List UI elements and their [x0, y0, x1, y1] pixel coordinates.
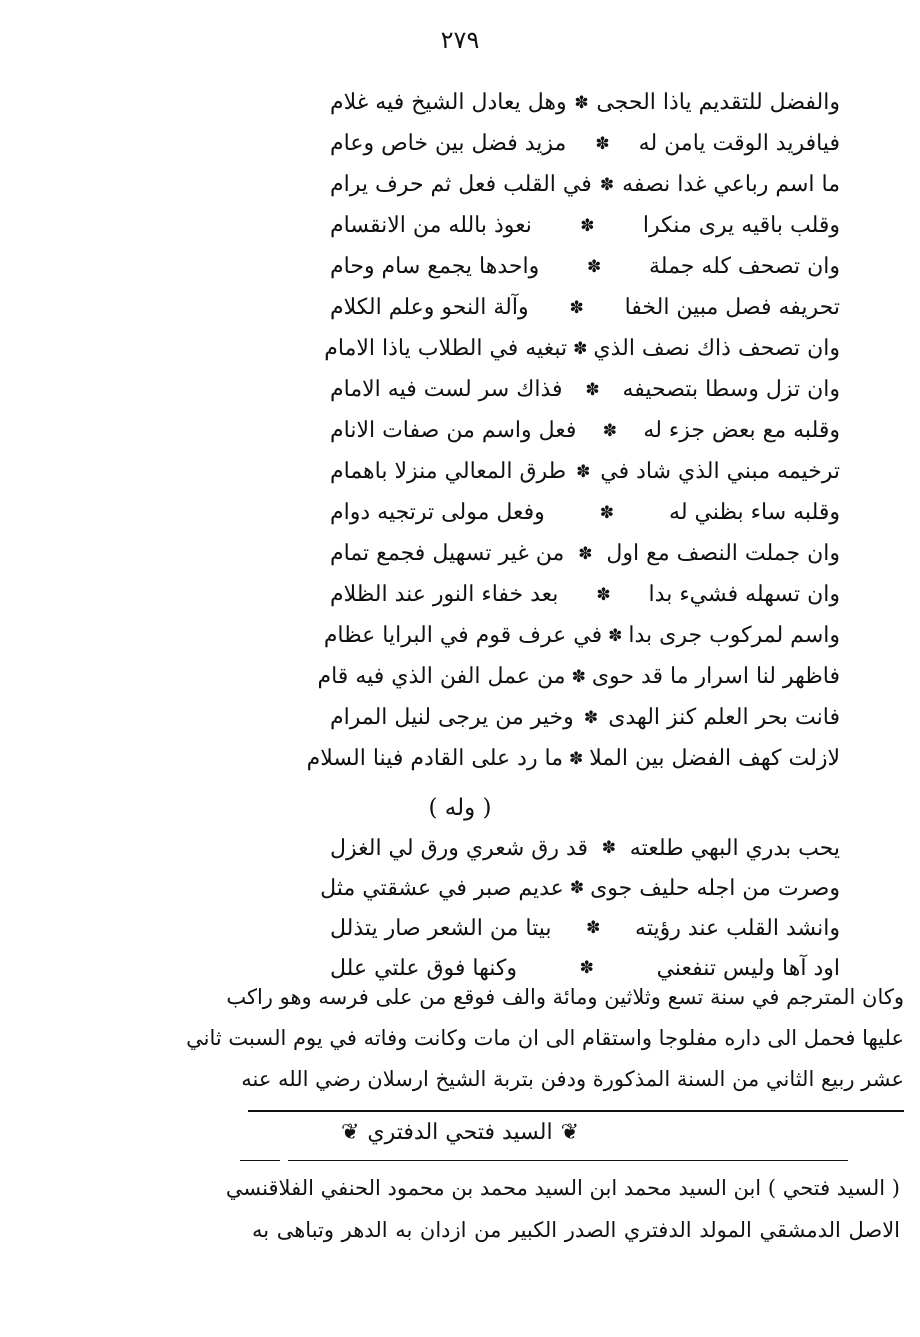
hemistich-right: ترخيمه مبني الذي شاد في — [600, 459, 840, 484]
prose-line: عشر ربيع الثاني من السنة المذكورة ودفن بتربة الشيخ ارسلان رضي الله عنه — [241, 1067, 904, 1091]
hemistich-right: وصرت من اجله حليف جوى — [590, 875, 840, 901]
hemistich-right: وقلبه ساء بظني له — [669, 500, 840, 525]
hemistich-right: اود آها وليس تنفعني — [656, 955, 840, 981]
prose-line: عليها فحمل الى داره مفلوجا واستقام الى ان مات وكانت وفاته في يوم السبت ثاني — [186, 1026, 904, 1050]
flourish-ornament-icon: ❦ — [560, 1120, 580, 1145]
verse — [317, 656, 840, 697]
verse — [330, 574, 840, 615]
hemistich-right: يحب بدري البهي طلعته — [629, 835, 840, 861]
biography-title — [0, 1120, 920, 1145]
verse — [330, 948, 840, 988]
star-separator-icon: ✽ — [599, 174, 615, 195]
hemistich-right: وان جملت النصف مع اول — [606, 541, 840, 566]
star-separator-icon: ✽ — [579, 958, 594, 978]
star-separator-icon: ✽ — [573, 338, 588, 359]
verse — [330, 697, 840, 738]
hemistich-left: قد رق شعري ورق لي الغزل — [330, 835, 589, 861]
hemistich-right: وان تصحف ذاك نصف الذي — [593, 336, 840, 361]
verse — [330, 533, 840, 574]
hemistich-left: عديم صبر في عشقتي مثل — [320, 875, 564, 901]
hemistich-left: وخير من يرجى لنيل المرام — [330, 705, 574, 730]
hemistich-left: واحدها يجمع سام وحام — [330, 254, 540, 279]
divider-rule — [240, 1160, 280, 1161]
second-poem — [320, 828, 840, 988]
hemistich-right: لازلت كهف الفضل بين الملا — [589, 746, 840, 771]
hemistich-right: والفضل للتقديم ياذا الحجى — [596, 90, 840, 115]
star-separator-icon: ✽ — [586, 918, 601, 938]
hemistich-left: في القلب فعل ثم حرف يرام — [330, 172, 592, 197]
hemistich-left: فعل واسم من صفات الانام — [330, 418, 577, 443]
verse — [330, 164, 840, 205]
verse — [330, 908, 840, 948]
hemistich-right: تحريفه فصل مبين الخفا — [624, 295, 840, 320]
hemistich-left: في عرف قوم في البرايا عظام — [323, 623, 603, 648]
hemistich-left: ما رد على القادم فينا السلام — [306, 746, 564, 771]
hemistich-left: فذاك سر لست فيه الامام — [330, 377, 563, 402]
star-separator-icon: ✽ — [576, 461, 591, 482]
prose-line: وكان المترجم في سنة تسع وثلاثين ومائة والف فوقع من على فرسه وهو راكب — [226, 985, 904, 1009]
star-separator-icon: ✽ — [595, 133, 610, 154]
divider-rule — [288, 1160, 848, 1161]
hemistich-left: طرق المعالي منزلا باهمام — [330, 459, 567, 484]
section-subheading: ( وله ) — [428, 795, 492, 821]
verse — [330, 287, 840, 328]
hemistich-right: فيافريد الوقت يامن له — [638, 131, 840, 156]
hemistich-left: بعد خفاء النور عند الظلام — [330, 582, 559, 607]
verse — [323, 615, 840, 656]
star-separator-icon: ✽ — [587, 256, 602, 277]
verse — [330, 369, 840, 410]
star-separator-icon: ✽ — [569, 297, 584, 318]
star-separator-icon: ✽ — [571, 666, 586, 687]
hemistich-left: وفعل مولى ترتجيه دوام — [330, 500, 545, 525]
hemistich-left: وآلة النحو وعلم الكلام — [330, 295, 529, 320]
star-separator-icon: ✽ — [583, 707, 599, 728]
star-separator-icon: ✽ — [580, 215, 595, 236]
hemistich-left: وهل يعادل الشيخ فيه غلام — [330, 90, 567, 115]
verse — [324, 328, 840, 369]
verse — [330, 205, 840, 246]
hemistich-left: وكنها فوق علتي علل — [330, 955, 517, 981]
hemistich-left: نعوذ بالله من الانقسام — [330, 213, 532, 238]
divider-rule — [248, 1110, 904, 1112]
verse — [330, 123, 840, 164]
page-number: ٢٧٩ — [440, 26, 480, 54]
verse — [330, 410, 840, 451]
hemistich-right: وقلبه مع بعض جزء له — [643, 418, 840, 443]
verse — [320, 868, 840, 908]
hemistich-left: من عمل الفن الذي فيه قام — [317, 664, 566, 689]
star-separator-icon: ✽ — [608, 625, 623, 646]
biography-line: ( السيد فتحي ) ابن السيد محمد ابن السيد محمد بن محمود الحنفي الفلاقنسي — [225, 1176, 900, 1200]
hemistich-left: بيتا من الشعر صار يتذلل — [330, 915, 552, 941]
hemistich-right: فانت بحر العلم كنز الهدى — [608, 705, 840, 730]
hemistich-right: وقلب باقيه يرى منكرا — [642, 213, 840, 238]
hemistich-left: مزيد فضل بين خاص وعام — [330, 131, 567, 156]
verse — [330, 828, 840, 868]
star-separator-icon: ✽ — [578, 543, 593, 564]
star-separator-icon: ✽ — [574, 92, 589, 113]
hemistich-right: وان تسهله فشيء بدا — [648, 582, 840, 607]
biography-title-text: السيد فتحي الدفتري — [367, 1120, 553, 1145]
star-separator-icon: ✽ — [601, 838, 617, 858]
biography-line: الاصل الدمشقي المولد الدفتري الصدر الكبير من ازدان به الدهر وتباهى به — [252, 1218, 900, 1242]
hemistich-left: تبغيه في الطلاب ياذا الامام — [324, 336, 568, 361]
star-separator-icon: ✽ — [596, 584, 611, 605]
flourish-ornament-icon: ❦ — [340, 1120, 360, 1145]
star-separator-icon: ✽ — [569, 748, 584, 769]
verse — [330, 246, 840, 287]
star-separator-icon: ✽ — [599, 502, 615, 523]
hemistich-right: وان تزل وسطا بتصحيفه — [622, 377, 840, 402]
hemistich-right: ما اسم رباعي غدا نصفه — [622, 172, 840, 197]
verse — [306, 738, 840, 779]
star-separator-icon: ✽ — [602, 420, 618, 441]
hemistich-right: وان تصحف كله جملة — [649, 254, 840, 279]
verse — [330, 82, 840, 123]
hemistich-right: فاظهر لنا اسرار ما قد حوى — [591, 664, 840, 689]
hemistich-right: واسم لمركوب جرى بدا — [628, 623, 840, 648]
star-separator-icon: ✽ — [569, 878, 585, 898]
hemistich-right: وانشد القلب عند رؤيته — [635, 915, 840, 941]
hemistich-left: من غير تسهيل فجمع تمام — [330, 541, 565, 566]
verse — [330, 451, 840, 492]
star-separator-icon: ✽ — [585, 379, 600, 400]
poem — [306, 82, 840, 779]
verse — [330, 492, 840, 533]
